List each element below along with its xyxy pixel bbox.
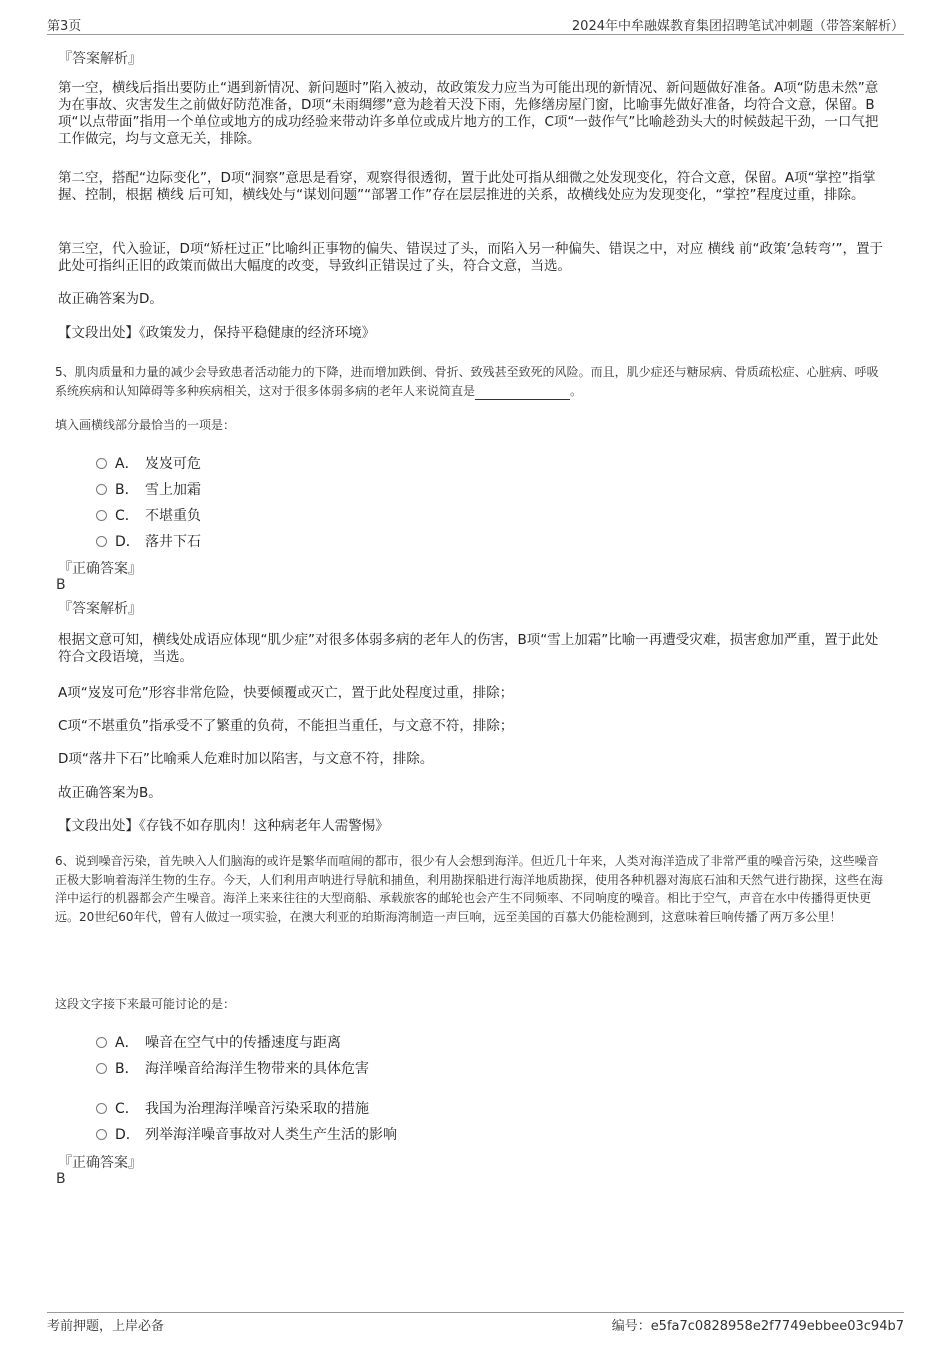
radio-icon[interactable]	[96, 1103, 107, 1114]
option-letter: D．	[115, 1127, 140, 1143]
q5-source: 【文段出处】《存钱不如存肌肉！这种病老年人需警惕》	[58, 818, 389, 834]
option-letter: D．	[115, 534, 140, 550]
q5-conclusion: 故正确答案为B。	[58, 785, 162, 801]
q5-answer-label: 『正确答案』	[58, 561, 142, 577]
radio-icon[interactable]	[96, 1037, 107, 1048]
radio-icon[interactable]	[96, 458, 107, 469]
q5-stem-end: 。	[570, 383, 583, 398]
q5-option-a[interactable]	[96, 453, 201, 473]
q4-analysis-para-1: 第一空，横线后指出要防止“遇到新情况、新问题时”陷入被动，故政策发力应当为可能出现的新情况、新问题做好准备。A项“防患未然”意为在事故、灾害发生之前做好防范准备，D项“未雨绸缪”意为趁着天没下雨，先修缮房屋门窗，比喻事先做好准备，均符合文意，保留。B项“以点带面”指用一个单位或地方的成功经验来带动许多单位或成片地方的工作，C项“一鼓作气”比喻趁劲头大的时候鼓起干劲，一口气把工作做完，均与文意无关，排除。	[58, 80, 879, 147]
option-letter: B．	[115, 482, 139, 498]
q6-option-b[interactable]	[96, 1058, 369, 1078]
q5-answer: B	[56, 577, 66, 593]
option-text: 岌岌可危	[145, 456, 201, 472]
option-text: 我国为治理海洋噪音污染采取的措施	[145, 1101, 369, 1117]
q5-analysis-para-3: C项“不堪重负”指承受不了繁重的负荷，不能担当重任，与文意不符，排除；	[58, 718, 514, 734]
q4-conclusion: 故正确答案为D。	[58, 291, 163, 307]
option-text: 落井下石	[145, 534, 201, 550]
q5-blank	[475, 387, 570, 400]
q5-analysis-label: 『答案解析』	[58, 601, 142, 617]
q6-prompt: 这段文字接下来最可能讨论的是：	[55, 997, 236, 1011]
radio-icon[interactable]	[96, 1063, 107, 1074]
option-text: 雪上加霜	[145, 482, 201, 498]
q4-source: 【文段出处】《政策发力，保持平稳健康的经济环境》	[58, 325, 376, 341]
radio-icon[interactable]	[96, 510, 107, 521]
option-text: 噪音在空气中的传播速度与距离	[145, 1035, 341, 1051]
q5-prompt: 填入画横线部分最恰当的一项是：	[55, 418, 236, 432]
q4-analysis-para-3: 第三空，代入验证，D项“矫枉过正”比喻纠正事物的偏失、错误过了头，而陷入另一种偏失、错误之中，对应 横线 前“政策’急转弯’”，置于此处可指纠正旧的政策而做出大幅度的改变，导致纠正错误过了头，符合文意，当选。	[58, 241, 884, 274]
option-letter: B．	[115, 1061, 139, 1077]
q4-analysis-para-2: 第二空，搭配“边际变化”，D项“洞察”意思是看穿，观察得很透彻，置于此处可指从细微之处发现变化，符合文意，保留。A项“掌控”指掌握、控制，根据 横线 后可知，横线处与“谋划问题”“部署工作”存在层层推进的关系，故横线处应为发现变化，“掌控”程度过重，排除。	[58, 170, 876, 203]
page-header	[47, 14, 904, 35]
q5-stem-text: 5、肌肉质量和力量的减少会导致患者活动能力的下降，进而增加跌倒、骨折、致残甚至致死的风险。而且，肌少症还与糖尿病、骨质疏松症、心脏病、呼吸系统疾病和认知障碍等多种疾病相关，这对于很多体弱多病的老年人来说简直是	[55, 365, 879, 398]
option-letter: C．	[115, 508, 139, 524]
q6-stem: 6、说到噪音污染，首先映入人们脑海的或许是繁华而喧闹的都市，很少有人会想到海洋。但近几十年来，人类对海洋造成了非常严重的噪音污染，这些噪音正极大影响着海洋生物的生存。今天，人们利用声呐进行导航和捕鱼，利用勘探船进行海洋地质勘探，使用各种机器对海底石油和天然气进行勘探，这些在海洋中运行的机器都会产生噪音。海洋上来来往往的大型商船、承载旅客的邮轮也会产生不同频率、不同响度的噪音。相比于空气，声音在水中传播得更快更远。20世纪60年代，曾有人做过一项实验，在澳大利亚的珀斯海湾制造一声巨响，远至美国的百慕大仍能检测到，这意味着巨响传播了两万多公里！	[55, 854, 884, 924]
q5-analysis-para-1: 根据文意可知，横线处成语应体现“肌少症”对很多体弱多病的老年人的伤害，B项“雪上加霜”比喻一再遭受灾难，损害愈加严重，置于此处符合文段语境，当选。	[58, 632, 879, 665]
radio-icon[interactable]	[96, 484, 107, 495]
option-letter: A．	[115, 456, 139, 472]
option-text: 不堪重负	[145, 508, 201, 524]
q5-option-c[interactable]	[96, 505, 201, 525]
q6-option-a[interactable]	[96, 1032, 341, 1052]
q5-analysis-para-2: A项“岌岌可危”形容非常危险，快要倾覆或灭亡，置于此处程度过重，排除；	[58, 685, 514, 701]
page-footer	[47, 1312, 904, 1333]
option-letter: A．	[115, 1035, 139, 1051]
footer-slogan: 考前押题，上岸必备	[47, 1319, 165, 1334]
q5-analysis-para-4: D项“落井下石”比喻乘人危难时加以陷害，与文意不符，排除。	[58, 751, 434, 767]
q5-option-b[interactable]	[96, 479, 201, 499]
q6-option-d[interactable]	[96, 1124, 397, 1144]
option-text: 列举海洋噪音事故对人类生产生活的影响	[145, 1127, 397, 1143]
q5-option-d[interactable]	[96, 531, 201, 551]
option-letter: C．	[115, 1101, 139, 1117]
document-title: 2024年中牟融媒教育集团招聘笔试冲刺题（带答案解析）	[571, 19, 904, 34]
q6-answer-label: 『正确答案』	[58, 1155, 142, 1171]
radio-icon[interactable]	[96, 1129, 107, 1140]
q4-analysis-label: 『答案解析』	[58, 51, 142, 67]
footer-code: 编号：e5fa7c0828958e2f7749ebbee03c94b7	[611, 1319, 904, 1334]
q6-answer: B	[56, 1171, 66, 1187]
q6-option-c[interactable]	[96, 1098, 369, 1118]
option-text: 海洋噪音给海洋生物带来的具体危害	[145, 1061, 369, 1077]
q5-stem	[55, 363, 887, 400]
radio-icon[interactable]	[96, 536, 107, 547]
page-number: 第3页	[47, 19, 82, 34]
